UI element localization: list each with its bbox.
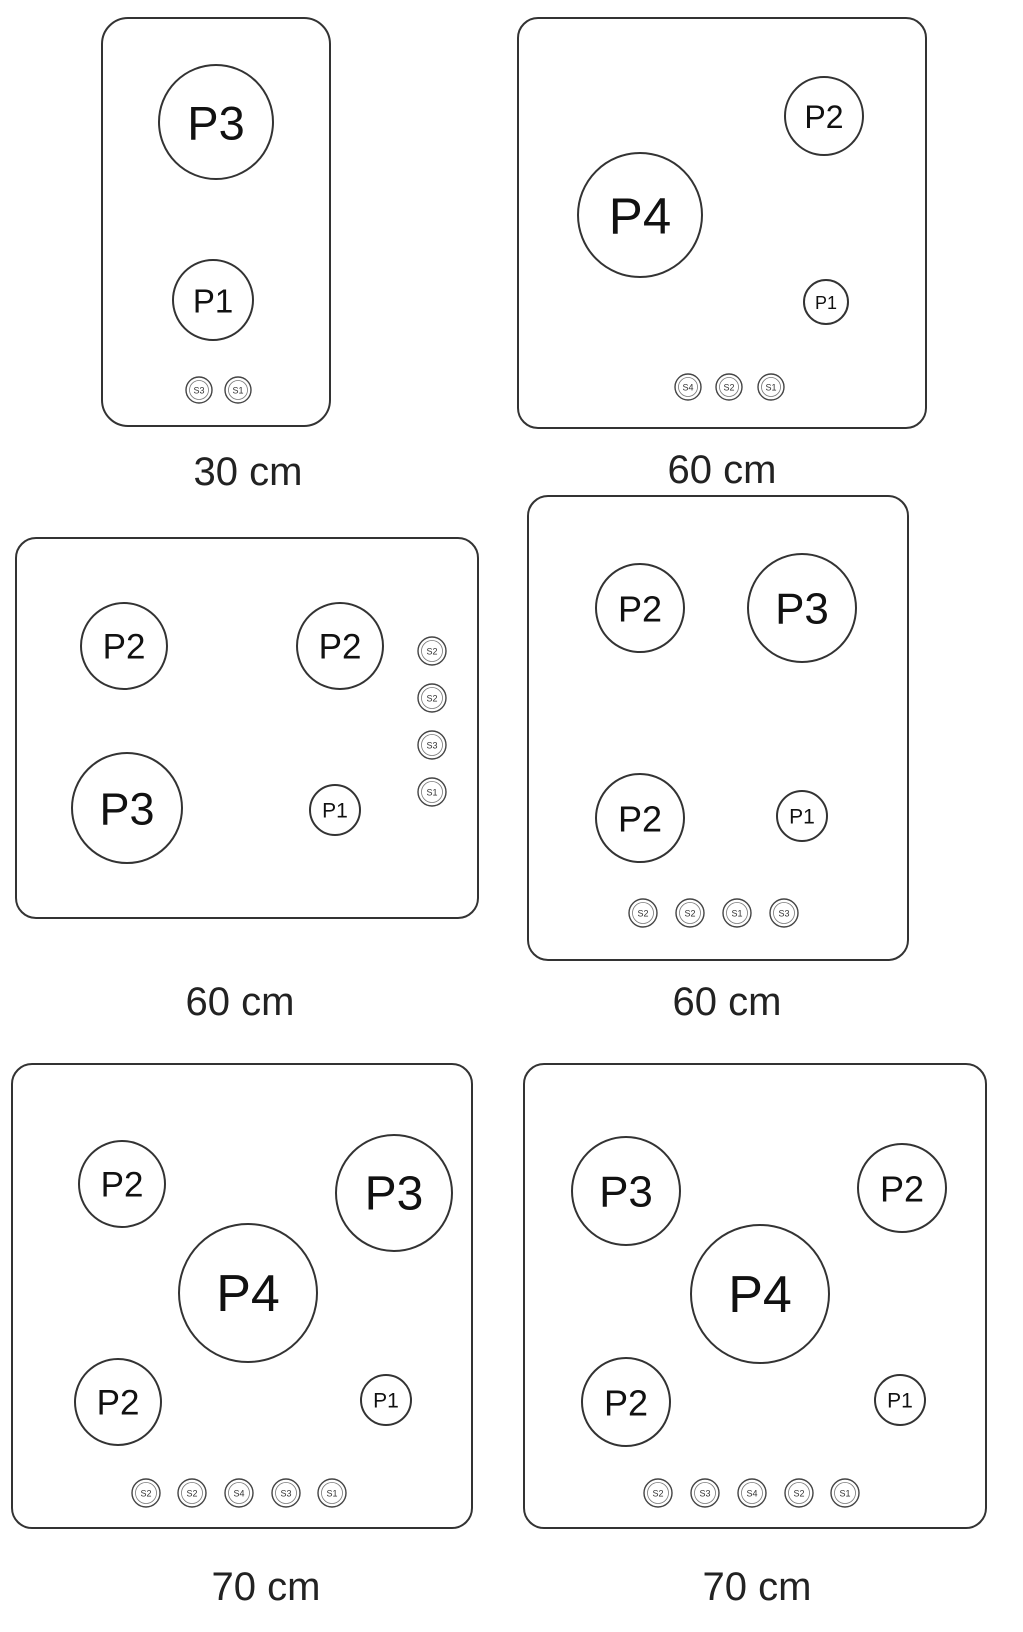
- control-knob-s1[interactable]: [318, 1479, 346, 1507]
- knob-label: S4: [746, 1488, 758, 1499]
- control-knob-s3[interactable]: [418, 731, 446, 759]
- hob-70-cm-b: [524, 1064, 986, 1528]
- knob-label: S1: [839, 1488, 851, 1499]
- hob-70-cm-a: [12, 1064, 472, 1528]
- burner-p4: [179, 1224, 317, 1362]
- control-knob-s1[interactable]: [723, 899, 751, 927]
- burner-label: P2: [100, 1165, 144, 1205]
- control-knob-s2[interactable]: [418, 684, 446, 712]
- burner-p2: [785, 77, 863, 155]
- control-knob-s1[interactable]: [831, 1479, 859, 1507]
- hob-60-cm-a: [518, 18, 926, 428]
- knob-label: S4: [233, 1488, 245, 1499]
- burner-p3: [336, 1135, 452, 1251]
- burner-label: P4: [728, 1266, 792, 1324]
- burner-p3: [572, 1137, 680, 1245]
- knob-label: S4: [682, 382, 694, 393]
- control-knob-s2[interactable]: [676, 899, 704, 927]
- burner-p2: [297, 603, 383, 689]
- knob-label: S3: [778, 908, 790, 919]
- control-knob-s2[interactable]: [132, 1479, 160, 1507]
- burner-p1: [804, 280, 848, 324]
- knob-label: S2: [684, 908, 696, 919]
- caption-hob-60-cm-b: 60 cm: [185, 980, 295, 1024]
- burner-p2: [582, 1358, 670, 1446]
- knob-label: S1: [232, 385, 244, 396]
- burner-p2: [79, 1141, 165, 1227]
- burner-p2: [75, 1359, 161, 1445]
- control-knob-s2[interactable]: [629, 899, 657, 927]
- burner-label: P2: [102, 627, 146, 667]
- burner-p2: [596, 564, 684, 652]
- burner-p4: [691, 1225, 829, 1363]
- caption-hob-70-cm-a: 70 cm: [211, 1565, 321, 1609]
- knob-label: S2: [140, 1488, 152, 1499]
- burner-label: P4: [608, 187, 672, 245]
- control-knob-s4[interactable]: [225, 1479, 253, 1507]
- burner-p1: [310, 785, 360, 835]
- caption-hob-30-cm: 30 cm: [193, 450, 303, 494]
- burner-p3: [72, 753, 182, 863]
- burner-p1: [875, 1375, 925, 1425]
- knob-label: S3: [699, 1488, 711, 1499]
- control-knob-s2[interactable]: [785, 1479, 813, 1507]
- burner-label: P2: [617, 798, 663, 840]
- burner-label: P1: [373, 1389, 399, 1413]
- burner-p1: [173, 260, 253, 340]
- knob-label: S1: [326, 1488, 338, 1499]
- knob-label: S1: [426, 787, 438, 798]
- burner-p3: [748, 554, 856, 662]
- burner-label: P3: [187, 96, 245, 150]
- burner-label: P2: [879, 1168, 925, 1210]
- control-knob-s3[interactable]: [186, 377, 212, 403]
- burner-p1: [361, 1375, 411, 1425]
- control-knob-s1[interactable]: [758, 374, 784, 400]
- burner-label: P1: [322, 799, 348, 823]
- knob-label: S3: [280, 1488, 292, 1499]
- burner-p2: [596, 774, 684, 862]
- burner-label: P3: [775, 584, 829, 634]
- control-knob-s3[interactable]: [691, 1479, 719, 1507]
- knob-label: S2: [723, 382, 735, 393]
- burner-label: P2: [617, 588, 663, 630]
- burner-label: P1: [887, 1389, 913, 1413]
- control-knob-s1[interactable]: [225, 377, 251, 403]
- hob-30-cm: [102, 18, 330, 426]
- burner-label: P2: [603, 1382, 649, 1424]
- burner-p2: [81, 603, 167, 689]
- burner-label: P2: [804, 99, 844, 135]
- control-knob-s1[interactable]: [418, 778, 446, 806]
- knob-label: S2: [652, 1488, 664, 1499]
- knob-label: S1: [731, 908, 743, 919]
- knob-label: S2: [793, 1488, 805, 1499]
- hob-60-cm-b: [16, 538, 478, 918]
- control-knob-s4[interactable]: [675, 374, 701, 400]
- burner-label: P4: [216, 1265, 280, 1323]
- caption-hob-60-cm-c: 60 cm: [672, 980, 782, 1024]
- control-knob-s4[interactable]: [738, 1479, 766, 1507]
- control-knob-s2[interactable]: [418, 637, 446, 665]
- burner-label: P1: [789, 805, 815, 829]
- knob-label: S2: [186, 1488, 198, 1499]
- hob-60-cm-b-outline: [16, 538, 478, 918]
- knob-label: S2: [426, 646, 438, 657]
- control-knob-s2[interactable]: [178, 1479, 206, 1507]
- burner-p3: [159, 65, 273, 179]
- hob-60-cm-c: [528, 496, 908, 960]
- burner-p4: [578, 153, 702, 277]
- burner-label: P3: [99, 783, 155, 835]
- burner-label: P2: [96, 1383, 140, 1423]
- hob-60-cm-c-outline: [528, 496, 908, 960]
- control-knob-s2[interactable]: [644, 1479, 672, 1507]
- caption-hob-60-cm-a: 60 cm: [667, 448, 777, 492]
- knob-label: S1: [765, 382, 777, 393]
- burner-label: P2: [318, 627, 362, 667]
- burner-label: P1: [192, 282, 234, 320]
- control-knob-s3[interactable]: [272, 1479, 300, 1507]
- burner-label: P3: [364, 1167, 424, 1221]
- control-knob-s2[interactable]: [716, 374, 742, 400]
- control-knob-s3[interactable]: [770, 899, 798, 927]
- caption-hob-70-cm-b: 70 cm: [702, 1565, 812, 1609]
- burner-p1: [777, 791, 827, 841]
- knob-label: S3: [426, 740, 438, 751]
- knob-label: S2: [426, 693, 438, 704]
- knob-label: S3: [193, 385, 205, 396]
- knob-label: S2: [637, 908, 649, 919]
- burner-p2: [858, 1144, 946, 1232]
- burner-label: P1: [814, 293, 838, 313]
- burner-label: P3: [599, 1167, 653, 1217]
